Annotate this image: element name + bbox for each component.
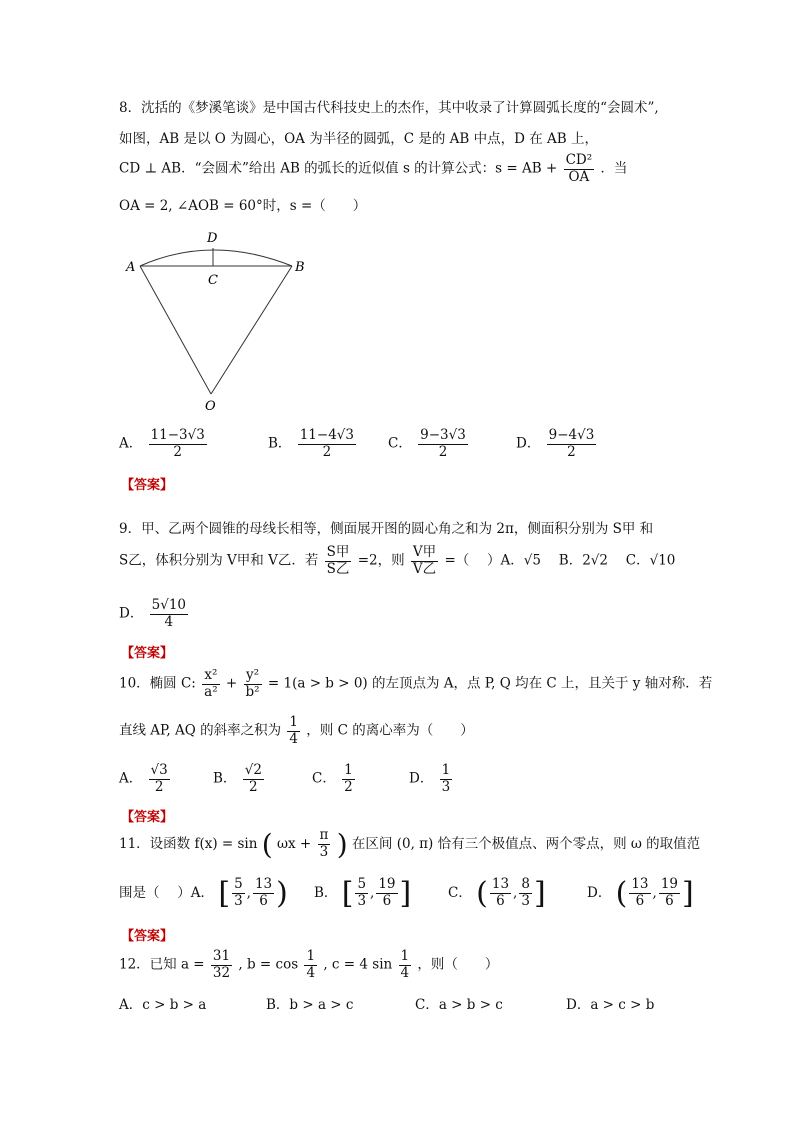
q10-line1-end: = 1(a > b > 0) 的左顶点为 A，点 P, Q 均在 C 上，且关于 y 轴对称．若 xyxy=(267,675,713,692)
q9-line2-text: S乙，体积分别为 V甲和 V乙．若 xyxy=(119,552,319,569)
q12-b-num: 1 xyxy=(306,948,316,964)
q12-option-a: A．c > b > a xyxy=(119,997,207,1013)
q11-d-d1: 6 xyxy=(635,893,645,909)
q11-a-close: ) xyxy=(276,876,288,911)
q10-option-c xyxy=(312,763,357,795)
label-a: A xyxy=(126,260,136,275)
q11-b-n1: 5 xyxy=(357,876,367,893)
q10-line2 xyxy=(119,715,474,747)
q10-option-c-den: 2 xyxy=(344,778,353,795)
q8-option-d-den: 2 xyxy=(567,443,576,460)
label-o: O xyxy=(205,399,216,414)
q10-plus: + xyxy=(225,675,238,692)
q9-ratio2-den: V乙 xyxy=(412,560,437,577)
q8-formula-fraction xyxy=(564,153,595,185)
q9-line2 xyxy=(119,545,675,577)
q11-option-d: D． ( $\frac{13}{6}$ , $\frac{19}{6}$ ] xyxy=(587,876,694,911)
q8-option-d-label: D． xyxy=(516,435,541,452)
q8-line1: 8．沈括的《梦溪笔谈》是中国古代科技史上的杰作，其中收录了计算圆弧长度的“会圆术”, xyxy=(119,100,659,116)
q10-line2-end: ，则 C 的离心率为（ ） xyxy=(306,722,474,739)
q10-line1-start: 10．椭圆 C: xyxy=(119,675,196,692)
q11-option-c: C． ( $\frac{13}{6}$ , $\frac{8}{3}$ ] xyxy=(448,876,546,911)
q9-option-d-label: D． xyxy=(119,605,144,622)
q11-c-d2: 3 xyxy=(521,893,530,909)
q11-paren-open: ( xyxy=(261,828,273,861)
q11-c-d1: 6 xyxy=(496,893,505,909)
q8-option-a xyxy=(119,428,209,460)
q10-option-b xyxy=(213,763,266,795)
radius-oa xyxy=(140,266,211,394)
q10-option-b-num: √2 xyxy=(244,762,262,778)
q11-option-d-label: D． xyxy=(587,885,612,901)
q9-line2-end: =（ ）A．√5 B．2√2 C．√10 xyxy=(444,552,676,569)
q8-line3 xyxy=(119,153,627,185)
q12-line1 xyxy=(119,949,498,981)
q11-a-open: [ xyxy=(218,876,231,911)
arc-ab xyxy=(140,250,292,266)
q9-ratio1-num: S甲 xyxy=(326,544,350,560)
q11-c-n1: 13 xyxy=(491,876,510,893)
q10-y-den: b² xyxy=(245,683,260,700)
q10-option-a-num: √3 xyxy=(150,762,168,778)
label-b: B xyxy=(295,260,305,275)
q11-line1-end: 在区间 (0, π) 恰有三个极值点、两个零点，则 ω 的取值范 xyxy=(351,836,701,852)
q8-option-c-label: C． xyxy=(388,435,412,452)
q12-c-num: 1 xyxy=(400,948,410,964)
q11-d-d2: 6 xyxy=(665,893,674,909)
q10-option-b-label: B． xyxy=(213,770,237,787)
q11-option-b-label: B． xyxy=(314,885,338,901)
q8-option-b-num: 11−4√3 xyxy=(299,427,354,443)
q9-option-d xyxy=(119,598,190,630)
label-c: C xyxy=(208,273,218,288)
q12-c-den: 4 xyxy=(400,964,410,981)
q11-pi-den: 3 xyxy=(319,844,329,860)
q12-a-num: 31 xyxy=(212,948,231,964)
q12-option-b: B．b > a > c xyxy=(266,997,354,1013)
q11-inner: ωx + xyxy=(276,836,312,852)
q8-option-a-num: 11−3√3 xyxy=(150,427,205,443)
q11-b-d2: 6 xyxy=(382,893,392,909)
q10-x-num: x² xyxy=(202,668,219,685)
q8-formula-den: OA xyxy=(568,168,590,185)
q10-x-den: a² xyxy=(204,683,218,700)
q8-option-a-den: 2 xyxy=(173,443,182,460)
q10-k-num: 1 xyxy=(289,714,298,730)
q10-option-d-den: 3 xyxy=(441,778,451,795)
q11-line2: 围是（ ）A． [ $\frac{5}{3}$ , $\frac{13}{6}$ ) xyxy=(119,876,288,911)
q11-line1-start: 11．设函数 f(x) = sin xyxy=(119,836,258,852)
q9-answer-label: 【答案】 xyxy=(121,646,174,661)
q11-option-c-label: C． xyxy=(448,885,472,901)
q8-line3-text: CD ⊥ AB．“会圆术”给出 AB 的弧长的近似值 s 的计算公式：s = AB + xyxy=(119,160,558,177)
q11-paren-close: ) xyxy=(336,828,348,861)
q11-b-d1: 3 xyxy=(357,893,367,909)
q8-formula-num: CD² xyxy=(565,152,593,168)
q11-a-d2: 6 xyxy=(259,893,268,909)
q11-option-b: B． [ $\frac{5}{3}$ , $\frac{19}{6}$ ] xyxy=(314,876,412,911)
q11-d-n2: 19 xyxy=(660,876,679,893)
q10-line2-start: 直线 AP, AQ 的斜率之积为 xyxy=(119,722,282,739)
q8-option-b-den: 2 xyxy=(322,443,332,460)
q9-option-d-den: 4 xyxy=(164,613,174,630)
q10-option-c-num: 1 xyxy=(344,762,353,778)
q10-option-a xyxy=(119,763,172,795)
q11-a-n2: 13 xyxy=(254,876,273,893)
q11-a-d1: 3 xyxy=(234,893,243,909)
q9-line1: 9．甲、乙两个圆锥的母线长相等，侧面展开图的圆心角之和为 2π，侧面积分别为 S甲 和 xyxy=(119,521,654,537)
q8-line3-end: ．当 xyxy=(600,160,628,177)
q11-c-n2: 8 xyxy=(521,876,530,893)
q9-line2-mid: =2，则 xyxy=(357,552,405,569)
q8-option-c-den: 2 xyxy=(438,443,448,460)
q8-option-c xyxy=(388,428,470,460)
q10-option-c-label: C． xyxy=(312,770,336,787)
q8-option-b xyxy=(268,428,358,460)
q10-line1 xyxy=(119,668,712,700)
q10-answer-label: 【答案】 xyxy=(121,810,174,825)
q12-b-den: 4 xyxy=(306,964,316,981)
q11-b-n2: 19 xyxy=(378,876,396,893)
q12-line1-end: ，则（ ） xyxy=(417,956,499,973)
radius-ob xyxy=(211,266,292,394)
q9-option-d-num: 5√10 xyxy=(151,597,186,613)
q11-a-n1: 5 xyxy=(234,876,243,893)
q11-pi-num: π xyxy=(319,827,329,844)
q9-ratio2-num: V甲 xyxy=(412,544,437,560)
q8-line2: 如图，AB 是以 O 为圆心，OA 为半径的圆弧，C 是的 AB 中点，D 在 AB 上， xyxy=(119,131,598,147)
q11-line2-start: 围是（ ）A． xyxy=(119,885,215,901)
q12-line1-start: 12．已知 a = xyxy=(119,956,205,973)
q11-d-n1: 13 xyxy=(631,876,649,893)
q8-option-a-label: A． xyxy=(119,435,143,452)
q8-option-d xyxy=(516,428,598,460)
q10-option-a-label: A． xyxy=(119,770,143,787)
q10-k-den: 4 xyxy=(289,730,298,747)
q10-option-d-label: D． xyxy=(409,770,434,787)
q9-ratio1-den: S乙 xyxy=(326,560,350,577)
q12-b-text: , b = cos xyxy=(238,956,299,973)
q8-option-d-num: 9−4√3 xyxy=(548,427,595,443)
q10-option-b-den: 2 xyxy=(249,778,258,795)
q8-option-c-num: 9−3√3 xyxy=(420,427,466,443)
q11-line1 xyxy=(119,828,700,861)
q8-option-b-label: B． xyxy=(268,435,292,452)
q12-c-text: , c = 4 sin xyxy=(323,956,393,973)
q11-answer-label: 【答案】 xyxy=(121,929,174,944)
q12-option-c: C．a > b > c xyxy=(415,997,503,1013)
q10-option-d xyxy=(409,763,454,795)
q8-line4: OA = 2, ∠AOB = 60°时，s =（ ） xyxy=(119,198,367,214)
q8-answer-label: 【答案】 xyxy=(121,478,174,493)
q12-a-den: 32 xyxy=(212,964,231,981)
q12-option-d: D．a > c > b xyxy=(566,997,655,1013)
q10-y-num: y² xyxy=(244,668,262,685)
q10-option-a-den: 2 xyxy=(154,778,164,795)
q8-figure xyxy=(118,226,318,416)
q10-option-d-num: 1 xyxy=(441,762,451,778)
label-d: D xyxy=(207,231,218,246)
